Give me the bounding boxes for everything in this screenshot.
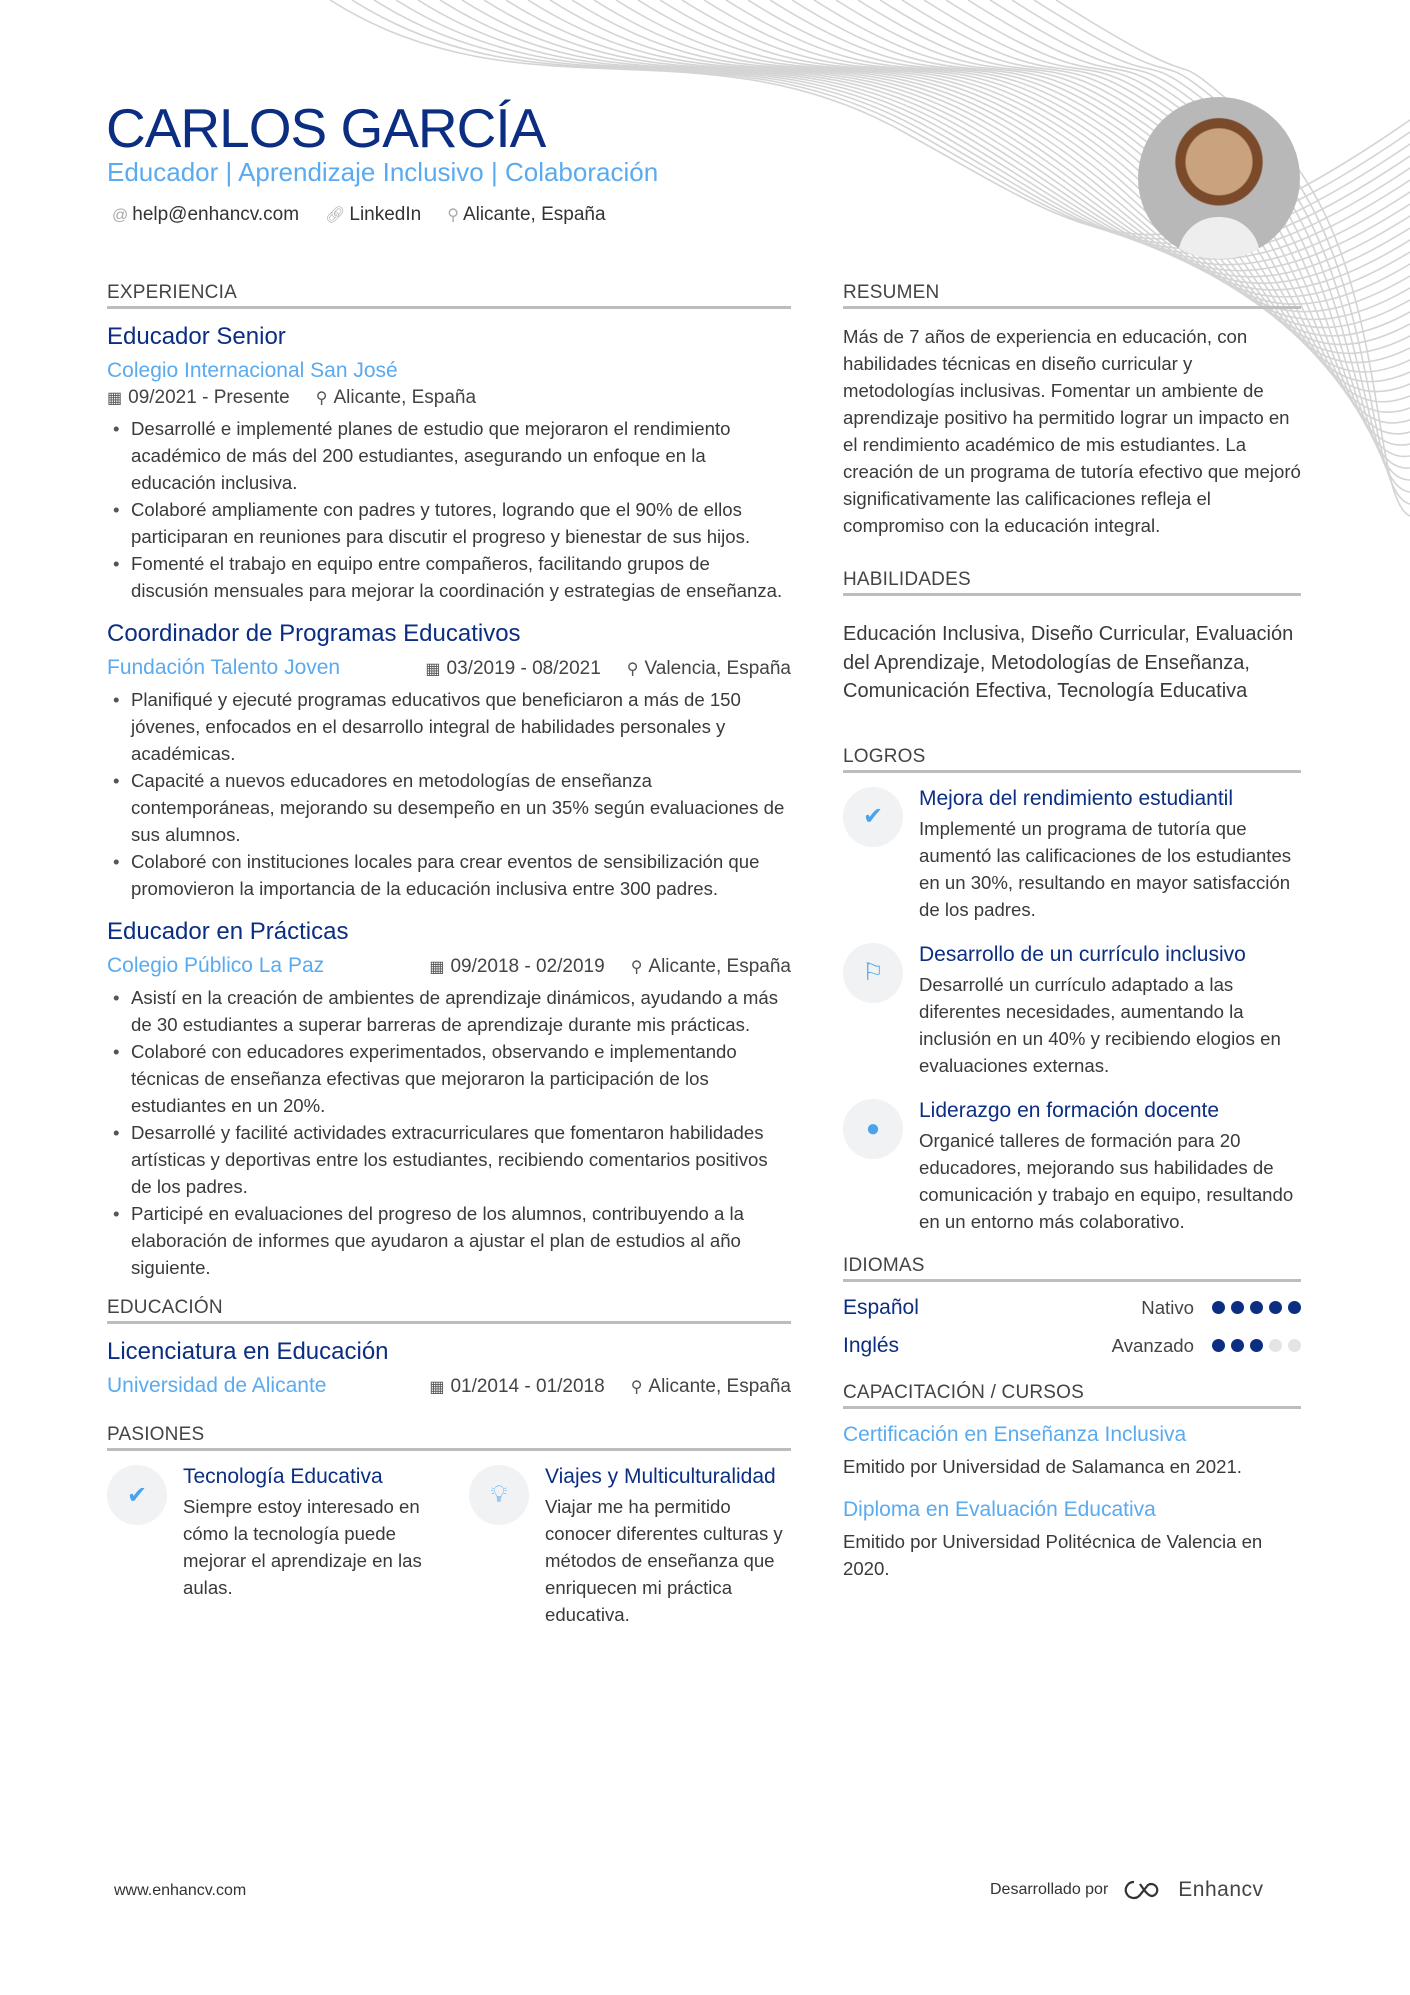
job-title: Educador en Prácticas	[107, 918, 349, 945]
right-column	[843, 282, 1301, 1600]
footer-website[interactable]: www.enhancv.com	[114, 1882, 247, 1899]
job-entry	[107, 323, 791, 604]
section-heading-experience: EXPERIENCIA	[107, 282, 791, 309]
bullet-item: • Participé en evaluaciones del progreso de los alumnos, contribuyendo a la elaboración de informes que ayudaron a ajustar el plan de estudios al año siguiente.	[107, 1200, 791, 1281]
achievement-title: Liderazgo en formación docente	[919, 1098, 1220, 1122]
rating-dot	[1269, 1339, 1282, 1352]
job-location: Alicante, España	[333, 387, 477, 408]
profile-photo	[1138, 97, 1300, 259]
achievement-item	[843, 943, 1301, 1079]
skills-text: Educación Inclusiva, Diseño Curricular, Evaluación del Aprendizaje, Metodologías de Enseñanza, Comunicación Efectiva, Tecnología Educativa	[843, 623, 1294, 702]
achievement-content	[919, 1099, 1301, 1235]
achievement-title: Desarrollo de un currículo inclusivo	[919, 942, 1246, 966]
at-icon: @	[112, 207, 129, 224]
job-location-wrap	[316, 387, 476, 409]
language-level: Nativo	[1141, 1296, 1194, 1318]
passion-item: ✔ Tecnología Educativa Siempre estoy interesado en cómo la tecnología puede mejorar el aprendizaje en las aulas.	[107, 1465, 429, 1628]
rating-dot	[1288, 1339, 1301, 1352]
job-location-wrap	[627, 658, 791, 680]
section-heading-courses: CAPACITACIÓN / CURSOS	[843, 1382, 1301, 1409]
enhancv-logo-icon	[1120, 1878, 1166, 1902]
rating-dot	[1212, 1301, 1225, 1314]
section-heading-skills: HABILIDADES	[843, 569, 1301, 596]
job-location: Alicante, España	[648, 956, 791, 977]
contact-email[interactable]: @ help@enhancv.com	[112, 204, 300, 225]
achievement-item	[843, 787, 1301, 923]
lightbulb-icon: 💡︎	[469, 1465, 529, 1525]
education-dates: 01/2014 - 01/2018	[450, 1376, 605, 1397]
rating-dot	[1269, 1301, 1282, 1314]
job-meta	[425, 658, 791, 680]
job-dates-wrap	[425, 658, 600, 680]
section-heading-languages: IDIOMAS	[843, 1255, 1301, 1282]
job-location: Valencia, España	[644, 658, 791, 679]
passions-list	[107, 1465, 791, 1628]
achievement-text: Desarrollé un currículo adaptado a las diferentes necesidades, aumentando la inclusión en un 40% y recibiendo elogios en evaluaciones externas.	[919, 973, 1281, 1076]
language-item	[843, 1334, 1301, 1358]
bullet-item: • Colaboré con educadores experimentados, observando e implementando técnicas de enseñanza efectivas que mejoraron la participación de los estudiantes en un 20%.	[107, 1038, 791, 1119]
language-level: Avanzado	[1111, 1334, 1194, 1356]
language-rating	[1212, 1339, 1301, 1352]
company-name: Colegio Público La Paz	[107, 954, 325, 977]
location-icon: ⚲	[447, 207, 459, 224]
company-name: Colegio Internacional San José	[107, 359, 398, 382]
job-dates-wrap	[429, 956, 604, 978]
section-heading-education: EDUCACIÓN	[107, 1297, 791, 1324]
job-location-wrap	[631, 956, 791, 978]
contact-info	[112, 204, 606, 226]
candidate-name: CARLOS GARCÍA	[106, 97, 546, 159]
job-dates-wrap	[107, 387, 290, 409]
contact-linkedin[interactable]: 🔗︎ LinkedIn	[325, 204, 422, 225]
job-entry	[107, 620, 791, 902]
course-text: Emitido por Universidad de Salamanca en 2021.	[843, 1455, 1242, 1477]
rating-dot	[1250, 1301, 1263, 1314]
calendar-icon: ▦	[429, 959, 445, 976]
job-dates: 09/2021 - Presente	[128, 387, 290, 408]
bullet-item: • Desarrollé y facilité actividades extracurriculares que fomentaron habilidades artísticas y deportivas entre los estudiantes, recibiendo comentarios positivos de los padres.	[107, 1119, 791, 1200]
head-icon: ●	[843, 1099, 903, 1159]
job-bullets	[107, 415, 791, 604]
link-icon: 🔗︎	[325, 207, 346, 224]
language-name: Inglés	[843, 1333, 900, 1357]
job-meta-row	[107, 656, 791, 680]
summary-text: Más de 7 años de experiencia en educación, con habilidades técnicas en diseño curricular y metodologías inclusivas. Fomentar un ambiente de aprendizaje positivo ha permitido lograr un impacto en el rendimiento académico de mis estudiantes. La creación de un programa de tutoría efectivo que mejoró significativamente las calificaciones refleja el compromiso con la educación integral.	[843, 326, 1301, 536]
job-meta	[107, 387, 791, 409]
degree: Licenciatura en Educación	[107, 1338, 389, 1365]
achievement-text: Implementé un programa de tutoría que aumentó las calificaciones de los estudiantes en un 30%, resultando en mayor satisfacción de los padres.	[919, 817, 1292, 920]
bullet-item: • Asistí en la creación de ambientes de aprendizaje dinámicos, ayudando a más de 30 estudiantes a superar barreras de aprendizaje durante mis prácticas.	[107, 984, 791, 1038]
job-title: Educador Senior	[107, 323, 286, 350]
school: Universidad de Alicante	[107, 1374, 327, 1397]
job-meta-row	[107, 954, 791, 978]
course-title[interactable]: Diploma en Evaluación Educativa	[843, 1497, 1156, 1521]
location-icon: ⚲	[626, 661, 639, 678]
education-location: Alicante, España	[648, 1376, 791, 1397]
achievement-content	[919, 787, 1301, 923]
candidate-title: Educador | Aprendizaje Inclusivo | Colaboración	[107, 157, 659, 187]
calendar-icon: ▦	[425, 661, 441, 678]
calendar-icon: ▦	[429, 1379, 445, 1396]
company-name: Fundación Talento Joven	[107, 656, 341, 679]
bullet-item: • Colaboré con instituciones locales para crear eventos de sensibilización que promovieron la importancia de la educación inclusiva entre 300 padres.	[107, 848, 791, 902]
achievement-title: Mejora del rendimiento estudiantil	[919, 786, 1234, 810]
section-heading-summary: RESUMEN	[843, 282, 1301, 309]
rating-dot	[1231, 1339, 1244, 1352]
job-meta-row	[107, 359, 791, 409]
rating-dot	[1250, 1339, 1263, 1352]
left-column	[107, 282, 791, 1628]
course-title[interactable]: Certificación en Enseñanza Inclusiva	[843, 1422, 1187, 1446]
achievement-item	[843, 1099, 1301, 1235]
job-meta	[429, 956, 791, 978]
rating-dot	[1288, 1301, 1301, 1314]
achievement-content	[919, 943, 1301, 1079]
passion-item: 💡︎ Viajes y Multiculturalidad Viajar me ha permitido conocer diferentes culturas y métodos de enseñanza que enriquecen mi práctica educativa.	[469, 1465, 791, 1628]
job-title: Coordinador de Programas Educativos	[107, 620, 521, 647]
bullet-item: • Colaboré ampliamente con padres y tutores, logrando que el 90% de ellos participaran en reuniones para discutir el progreso y bienestar de sus hijos.	[107, 496, 791, 550]
rating-dot	[1212, 1339, 1225, 1352]
contact-location: ⚲ Alicante, España	[447, 204, 606, 225]
check-icon: ✔	[107, 1465, 167, 1525]
rating-dot	[1231, 1301, 1244, 1314]
course-item	[843, 1423, 1301, 1480]
flag-icon: ⚐	[843, 943, 903, 1003]
language-rating	[1212, 1301, 1301, 1314]
bullet-item: • Planifiqué y ejecuté programas educativos que beneficiaron a más de 150 jóvenes, enfocados en el desarrollo integral de habilidades personales y académicas.	[107, 686, 791, 767]
achievement-text: Organicé talleres de formación para 20 educadores, mejorando sus habilidades de comunicación y trabajo en equipo, resultando en un entorno más colaborativo.	[919, 1129, 1294, 1232]
job-bullets	[107, 984, 791, 1281]
bullet-item: • Desarrollé e implementé planes de estudio que mejoraron el rendimiento académico de más del 200 estudiantes, asegurando un enfoque en la educación inclusiva.	[107, 415, 791, 496]
location-icon: ⚲	[630, 1379, 643, 1396]
job-dates: 03/2019 - 08/2021	[446, 658, 601, 679]
language-name: Español	[843, 1295, 919, 1319]
footer-branding: Desarrollado por Enhancv	[990, 1878, 1264, 1901]
language-item	[843, 1296, 1301, 1320]
check-icon: ✔	[843, 787, 903, 847]
section-heading-passions: PASIONES	[107, 1424, 791, 1451]
calendar-icon: ▦	[107, 390, 123, 407]
course-item	[843, 1498, 1301, 1582]
bullet-item: • Capacité a nuevos educadores en metodologías de enseñanza contemporáneas, mejorando su desempeño en un 35% según evaluaciones de sus alumnos.	[107, 767, 791, 848]
job-entry	[107, 918, 791, 1281]
job-dates: 09/2018 - 02/2019	[450, 956, 605, 977]
job-bullets	[107, 686, 791, 902]
bullet-item: • Fomenté el trabajo en equipo entre compañeros, facilitando grupos de discusión mensuales para mejorar la coordinación y estrategias de enseñanza.	[107, 550, 791, 604]
course-text: Emitido por Universidad Politécnica de Valencia en 2020.	[843, 1530, 1263, 1579]
section-heading-achievements: LOGROS	[843, 746, 1301, 773]
location-icon: ⚲	[315, 390, 328, 407]
location-icon: ⚲	[630, 959, 643, 976]
